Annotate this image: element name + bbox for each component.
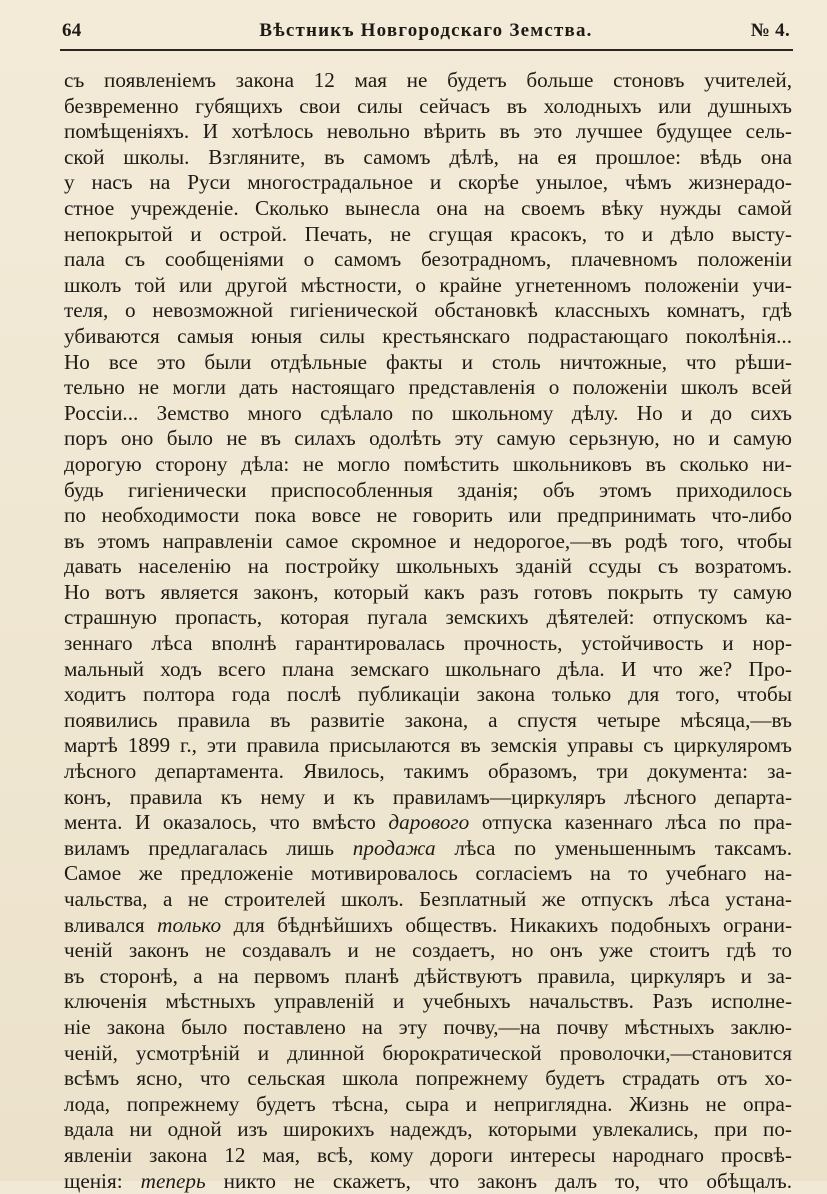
- text-segment: Но все это были отдѣльные факты и столь ничтожные, что рѣши-: [64, 349, 792, 374]
- page-header: [62, 20, 790, 48]
- italic-text: дарового: [388, 810, 470, 835]
- text-segment: лѣсного департамента. Явилось, такимъ образомъ, три документа: за-: [64, 759, 792, 784]
- text-line: [64, 733, 792, 759]
- text-segment: давать населенію на постройку школьныхъ зданій ссуды съ возратомъ.: [64, 554, 792, 579]
- text-line: [64, 682, 792, 708]
- text-segment: съ появленіемъ закона 12 мая не будетъ больше стоновъ учителей,: [64, 68, 792, 92]
- text-line: [64, 375, 792, 401]
- text-segment: школъ той или другой мѣстности, о крайне угнетенномъ положеніи учи-: [64, 272, 792, 297]
- text-line: [64, 119, 792, 145]
- text-line: [64, 94, 792, 120]
- text-line: [64, 1092, 792, 1118]
- text-segment: чальства, а не строителей школъ. Безплатный же отпускъ лѣса устана-: [64, 887, 792, 911]
- text-line: [64, 861, 792, 887]
- text-segment: въ сторонѣ, а на первомъ планѣ дѣйствуютъ правила, циркуляръ и за-: [64, 963, 792, 988]
- text-line: [64, 964, 792, 990]
- text-segment: поръ оно было не въ силахъ одолѣть эту самую серьзную, но и самую: [64, 426, 792, 451]
- text-line: [64, 452, 792, 478]
- text-line: [64, 887, 792, 913]
- text-line: [64, 1015, 792, 1041]
- text-segment: конъ, правила къ нему и къ правиламъ—циркуляръ лѣсного департа-: [64, 784, 792, 809]
- text-segment: виламъ предлагалась лишь: [64, 835, 353, 860]
- text-line: [64, 350, 792, 376]
- text-line: [64, 68, 792, 94]
- text-line: [64, 503, 792, 529]
- text-line: [64, 324, 792, 350]
- text-segment: Россіи... Земство много сдѣлало по школьному дѣлу. Но и до сихъ: [64, 400, 792, 425]
- text-line: [64, 785, 792, 811]
- text-line: [64, 196, 792, 222]
- text-line: [64, 580, 792, 606]
- text-segment: зеннаго лѣса вполнѣ гарантировалась прочность, устойчивость и нор-: [64, 631, 792, 656]
- text-segment: у насъ на Руси многострадальное и скорѣе унылое, чѣмъ жизнерадо-: [64, 170, 792, 195]
- text-segment: ходитъ полтора года послѣ публикаціи закона только для того, чтобы: [64, 682, 792, 707]
- text-line: [64, 1143, 792, 1169]
- text-segment: по необходимости пока вовсе не говорить или предпринимать что-либо: [64, 503, 792, 528]
- text-line: [64, 989, 792, 1015]
- text-line: [64, 1117, 792, 1143]
- text-line: [64, 529, 792, 555]
- text-segment: дорогую сторону дѣла: не могло помѣстить школьниковъ въ сколько ни-: [64, 451, 792, 476]
- text-segment: пала съ сообщеніями о самомъ безотрадномъ, плачевномъ положеніи: [64, 247, 792, 272]
- text-line: [64, 605, 792, 631]
- text-segment: лода, попрежнему будетъ тѣсна, сыра и непригляднa. Жизнь не опра-: [64, 1091, 792, 1116]
- text-segment: всѣмъ ясно, что сельская школа попрежнему будетъ страдать отъ хо-: [64, 1066, 792, 1091]
- text-line: [64, 657, 792, 683]
- text-line: [64, 247, 792, 273]
- text-line: [64, 426, 792, 452]
- text-line: [64, 810, 792, 836]
- text-segment: ніе закона было поставлено на эту почву,—на почву мѣстныхъ заклю-: [64, 1014, 792, 1039]
- text-line: [64, 401, 792, 427]
- text-line: [64, 631, 792, 657]
- text-line: [64, 836, 792, 862]
- text-segment: лѣса по уменьшеннымъ таксамъ.: [435, 835, 792, 860]
- text-line: [64, 1041, 792, 1067]
- issue-number: № 4.: [750, 20, 790, 41]
- journal-title: Вѣстникъ Новгородскаго Земства.: [259, 20, 593, 41]
- text-segment: безвременно губящихъ свои силы сейчасъ въ холодныхъ или душныхъ: [64, 93, 792, 118]
- text-segment: ской школы. Взгляните, въ самомъ дѣлѣ, на ея прошлое: вѣдь она: [64, 144, 792, 169]
- text-line: [64, 298, 792, 324]
- text-segment: будь гигіенически приспособленныя зданія; объ этомъ приходилось: [64, 477, 792, 502]
- text-line: [64, 913, 792, 939]
- text-line: [64, 554, 792, 580]
- text-segment: мартѣ 1899 г., эти правила присылаются въ земскія управы съ циркуляромъ: [64, 733, 792, 758]
- italic-text: только: [157, 912, 222, 937]
- text-line: [64, 708, 792, 734]
- text-line: [64, 145, 792, 171]
- text-line: [64, 478, 792, 504]
- text-line: [64, 938, 792, 964]
- body-text: [64, 68, 792, 1194]
- header-rule: [60, 49, 793, 51]
- text-line: [64, 273, 792, 299]
- text-segment: появились правила въ развитіе закона, а спустя четыре мѣсяца,—въ: [64, 707, 792, 732]
- text-segment: непокрытой и острой. Печать, не сгущая красокъ, то и дѣло высту-: [64, 221, 792, 246]
- text-line: [64, 222, 792, 248]
- text-line: [64, 170, 792, 196]
- text-segment: въ этомъ направленіи самое скромное и недорогое,—въ родѣ того, чтобы: [64, 528, 792, 553]
- text-segment: Но вотъ является законъ, который какъ разъ готовъ покрыть ту самую: [64, 579, 792, 604]
- text-segment: никто не скажетъ, что законъ далъ то, что обѣщалъ.: [205, 1168, 792, 1193]
- text-segment: мальный ходъ всего плана земскаго школьнаго дѣла. И что же? Про-: [64, 656, 792, 681]
- text-segment: мента. И оказалось, что вмѣсто: [64, 810, 389, 835]
- text-segment: страшную пропасть, которая пугала земскихъ дѣятелей: отпускомъ ка-: [64, 605, 792, 630]
- text-segment: стное учрежденіе. Сколько вынесла она на своемъ вѣку нужды самой: [64, 195, 792, 220]
- text-segment: тельно не могли дать настоящаго представленія о положеніи школъ всей: [64, 375, 792, 400]
- text-segment: щенія:: [64, 1168, 141, 1193]
- text-segment: помѣщеніяхъ. И хотѣлось невольно вѣрить въ это лучшее будущее сель-: [64, 119, 792, 144]
- text-segment: ченій, усмотрѣній и длинной бюрократической проволочки,—становится: [64, 1040, 792, 1065]
- page-number: 64: [62, 20, 82, 41]
- text-line: [64, 1169, 792, 1194]
- text-segment: вдала ни одной изъ широкихъ надеждъ, которыми увлекались, при по-: [64, 1117, 792, 1142]
- italic-text: теперь: [140, 1168, 206, 1193]
- text-line: [64, 1066, 792, 1092]
- text-segment: для бѣднѣйшихъ обществъ. Никакихъ подобныхъ ограни-: [221, 912, 792, 937]
- text-line: [64, 759, 792, 785]
- text-segment: отпуска казеннаго лѣса по пра-: [469, 810, 792, 835]
- text-segment: убиваются самыя юныя силы крестьянскаго подрастающаго поколѣнія...: [64, 323, 792, 348]
- text-segment: Самое же предложеніе мотивировалось согласіемъ на то учебнаго на-: [64, 861, 792, 886]
- text-segment: явленіи закона 12 мая, всѣ, кому дороги интересы народнаго просвѣ-: [64, 1142, 792, 1167]
- text-segment: теля, о невозможной гигіенической обстановкѣ классныхъ комнатъ, гдѣ: [64, 298, 792, 323]
- text-segment: ченій законъ не создавалъ и не создаетъ, но онъ уже стоитъ гдѣ то: [64, 938, 792, 963]
- text-segment: ключенія мѣстныхъ управленій и учебныхъ начальствъ. Разъ исполне-: [64, 989, 792, 1014]
- text-segment: вливался: [64, 912, 158, 937]
- italic-text: продажа: [352, 835, 436, 860]
